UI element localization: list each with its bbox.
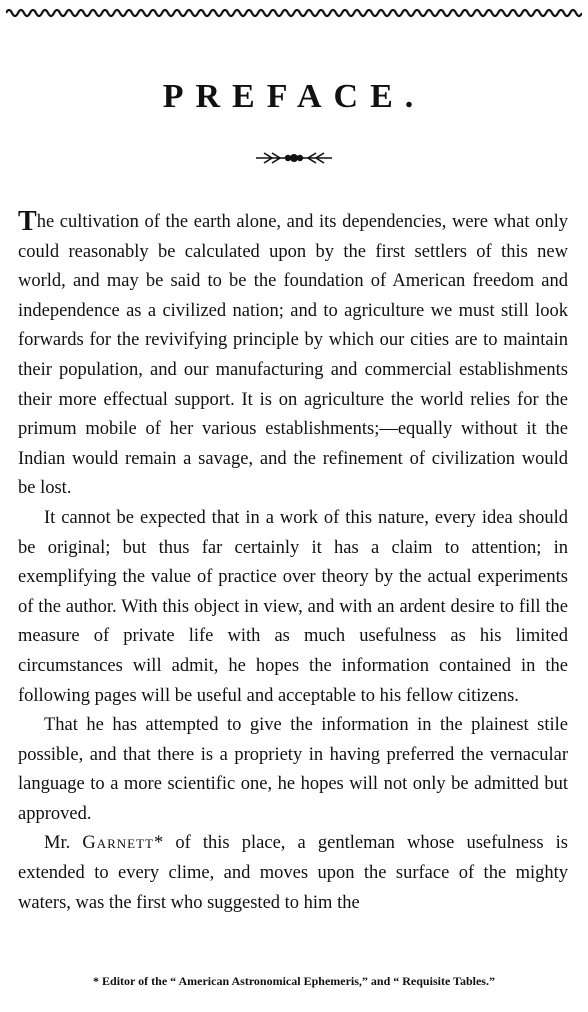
page-title: PREFACE.: [162, 78, 426, 115]
paragraph-1-text: he cultivation of the earth alone, and its dependencies, were what only could reasonably be calculated upon by the first settlers of this new world, and may be said to be the foundation of American freedom and independence as a civilized nation; and to agriculture we must still look forwards for the revivifying principle by which our cities are to maintain their population, and our manufacturing and commercial establishments their more effectual support. It is on agriculture the world relies for the primum mobile of her various establishments;—equally without it the Indian would remain a savage, and the refinement of civilization would be lost.: [18, 212, 568, 499]
paragraph-1: [18, 208, 568, 504]
paragraph-4: [18, 829, 568, 918]
footnote: * Editor of the “ American Astronomical Ephemeris,” and “ Requisite Tables.”: [93, 974, 495, 988]
wavy-rule-ornament: [6, 6, 582, 20]
drop-cap: T: [18, 206, 37, 237]
paragraph-4-text: of this place, a gentleman whose usefulness is extended to every clime, and moves upon the surface of the mighty waters, was the first who suggested to him the: [18, 833, 568, 913]
footnote-mark: *: [153, 833, 164, 854]
paragraph-2: It cannot be expected that in a work of this nature, every idea should be original; but thus far certainly it has a claim to attention; in exemplifying the value of practice over theory by the actual experiments of the author. With this object in view, and with an ardent desire to fill the measure of private life with as much usefulness as his limited circumstances will admit, he hopes the information contained in the following pages will be useful and acceptable to his fellow citizens.: [18, 507, 568, 706]
preface-body: [18, 208, 568, 918]
flourish-ornament: [254, 150, 334, 166]
paragraph-3: That he has attempted to give the information in the plainest stile possible, and that there is a propriety in having preferred the vernacular language to a more scientific one, he hopes will not only be admitted but approved.: [18, 715, 568, 824]
paragraph-4-prefix: Mr.: [44, 833, 83, 854]
garnett-name: Garnett: [82, 833, 154, 854]
